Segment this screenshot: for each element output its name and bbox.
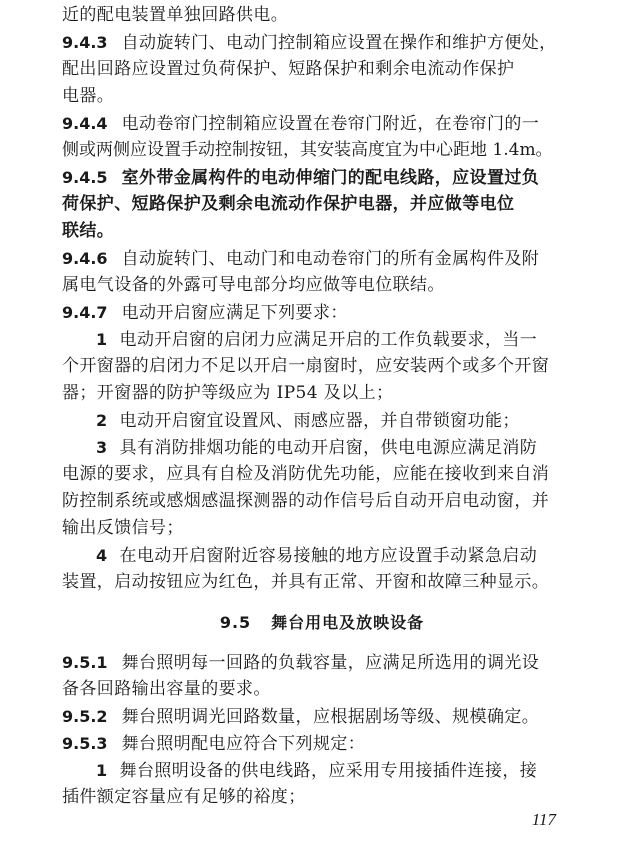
text-line: 个开窗器的启闭力不足以开启一扇窗时，应安装两个或多个开窗	[62, 356, 550, 376]
clause-9-5-1	[62, 649, 582, 703]
text-line: 近的配电装置单独回路供电。	[62, 5, 289, 25]
text-line: 自动旋转门、电动门控制箱应设置在操作和维护方便处，	[121, 33, 557, 53]
text-line: 装置，启动按钮应为红色，并具有正常、开窗和故障三种显示。	[62, 572, 550, 592]
item-number: 4	[96, 546, 108, 565]
clause-9-5-3	[62, 730, 582, 757]
list-item	[62, 757, 582, 811]
clause-number: 9.5.1	[62, 653, 108, 672]
item-number: 1	[96, 330, 108, 349]
paragraph	[62, 2, 582, 29]
clause-number: 9.4.3	[62, 33, 108, 52]
item-number: 3	[96, 438, 108, 457]
clause-9-4-6	[62, 245, 582, 299]
section-number: 9.5	[219, 613, 252, 632]
section-title: 舞台用电及放映设备	[271, 613, 425, 632]
text-line: 自动旋转门、电动门和电动卷帘门的所有金属构件及附	[121, 249, 540, 269]
page-number: 117	[531, 810, 556, 829]
text-line: 电动开启窗应满足下列要求：	[121, 303, 348, 323]
text-line: 输出反馈信号；	[62, 518, 184, 538]
text-line: 防控制系统或感烟感温探测器的动作信号后自动开启电动窗，并	[62, 491, 550, 511]
clause-number: 9.4.6	[62, 249, 108, 268]
text-line: 属电气设备的外露可导电部分均应做等电位联结。	[62, 275, 445, 295]
text-line: 具有消防排烟功能的电动开启窗，供电电源应满足消防	[119, 438, 538, 458]
text-line: 舞台照明配电应符合下列规定：	[121, 734, 366, 754]
clause-number: 9.4.5	[62, 168, 108, 187]
text-line: 联结。	[62, 221, 115, 241]
clause-number: 9.4.4	[62, 114, 108, 133]
text-line: 在电动开启窗附近容易接触的地方应设置手动紧急启动	[119, 546, 538, 566]
text-line: 电器。	[62, 86, 115, 106]
text-line: 舞台照明调光回路数量，应根据剧场等级、规模确定。	[121, 707, 540, 727]
list-item	[62, 407, 582, 434]
clause-9-5-2	[62, 703, 582, 730]
clause-9-4-5	[62, 164, 582, 245]
section-heading	[62, 609, 582, 636]
clause-9-4-3	[62, 29, 582, 110]
text-line: 备各回路输出容量的要求。	[62, 679, 271, 699]
clause-number: 9.5.3	[62, 734, 108, 753]
list-item	[62, 434, 582, 542]
list-item	[62, 326, 582, 407]
text-line: 侧或两侧应设置手动控制按钮，其安装高度宜为中心距地 1.4m。	[62, 140, 553, 160]
item-number: 1	[96, 761, 108, 780]
text-line: 电源的要求，应具有自检及消防优先功能，应能在接收到来自消	[62, 464, 550, 484]
list-item	[62, 542, 582, 596]
text-line: 舞台照明设备的供电线路，应采用专用接插件连接，接	[119, 761, 538, 781]
text-line: 室外带金属构件的电动伸缩门的配电线路，应设置过负	[121, 168, 540, 188]
item-number: 2	[96, 411, 108, 430]
clause-9-4-7	[62, 299, 582, 326]
text-line: 电动开启窗宜设置风、雨感应器，并自带锁窗功能；	[119, 411, 520, 431]
text-line: 配出回路应设置过负荷保护、短路保护和剩余电流动作保护	[62, 59, 515, 79]
text-line: 电动卷帘门控制箱应设置在卷帘门附近，在卷帘门的一	[121, 114, 540, 134]
document-page	[62, 2, 582, 811]
text-line: 电动开启窗的启闭力应满足开启的工作负载要求，当一	[119, 330, 538, 350]
clause-number: 9.4.7	[62, 303, 108, 322]
text-line: 舞台照明每一回路的负载容量，应满足所选用的调光设	[121, 653, 540, 673]
text-line: 插件额定容量应有足够的裕度；	[62, 787, 306, 807]
clause-number: 9.5.2	[62, 707, 108, 726]
clause-9-4-4	[62, 110, 582, 164]
text-line: 荷保护、短路保护及剩余电流动作保护电器，并应做等电位	[62, 194, 515, 214]
text-line: 器；开窗器的防护等级应为 IP54 及以上；	[62, 383, 394, 403]
